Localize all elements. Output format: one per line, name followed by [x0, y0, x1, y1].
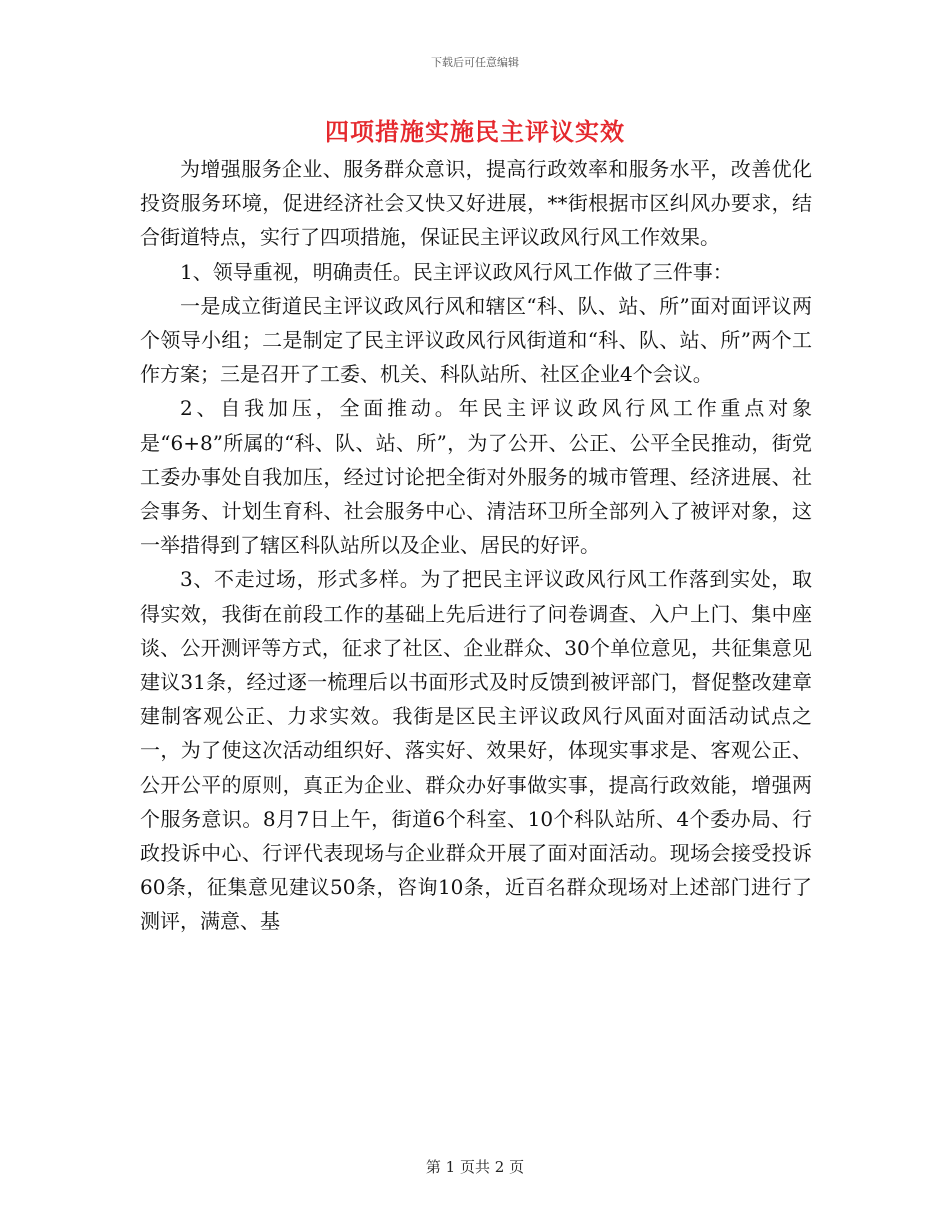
- document-title: 四项措施实施民主评议实效: [325, 117, 625, 146]
- header-note: 下载后可任意编辑: [431, 56, 519, 69]
- document-body: [140, 152, 812, 939]
- paragraph: 1、领导重视，明确责任。民主评议政风行风工作做了三件事：: [180, 259, 733, 284]
- paragraph: 2、自我加压，全面推动。年民主评议政风行风工作重点对象是“6+8”所属的“科、队、站、所”，为了公开、公正、公平全民推动，街党工委办事处自我加压，经过讨论把全街对外服务的城市管理、经济进展、社会事务、计划生育科、社会服务中心、清洁环卫所全部列入了被评对象，这一举措得到了辖区科队站所以及企业、居民的好评。: [140, 396, 812, 558]
- page-number: 第 1 页共 2 页: [425, 1158, 525, 1176]
- paragraph: 为增强服务企业、服务群众意识，提高行政效率和服务水平，改善优化投资服务环境，促进经济社会又快又好进展，**街根据市区纠风办要求，结合街道特点，实行了四项措施，保证民主评议政风行风工作效果。: [140, 157, 812, 250]
- paragraph: 3、不走过场，形式多样。为了把民主评议政风行风工作落到实处，取得实效，我街在前段工作的基础上先后进行了问卷调查、入户上门、集中座谈、公开测评等方式，征求了社区、企业群众、30个单位意见，共征集意见建议31条，经过逐一梳理后以书面形式及时反馈到被评部门，督促整改建章建制客观公正、力求实效。我街是区民主评议政风行风面对面活动试点之一，为了使这次活动组织好、落实好、效果好，体现实事求是、客观公正、公开公平的原则，真正为企业、群众办好事做实事，提高行政效能，增强两个服务意识。8月7日上午，街道6个科室、10个科队站所、4个委办局、行政投诉中心、行评代表现场与企业群众开展了面对面活动。现场会接受投诉60条，征集意见建议50条，咨询10条，近百名群众现场对上述部门进行了测评，满意、基: [140, 567, 812, 934]
- paragraph: 一是成立街道民主评议政风行风和辖区“科、队、站、所”面对面评议两个领导小组；二是制定了民主评议政风行风街道和“科、队、站、所”两个工作方案；三是召开了工委、机关、科队站所、社区企业4个会议。: [140, 293, 812, 387]
